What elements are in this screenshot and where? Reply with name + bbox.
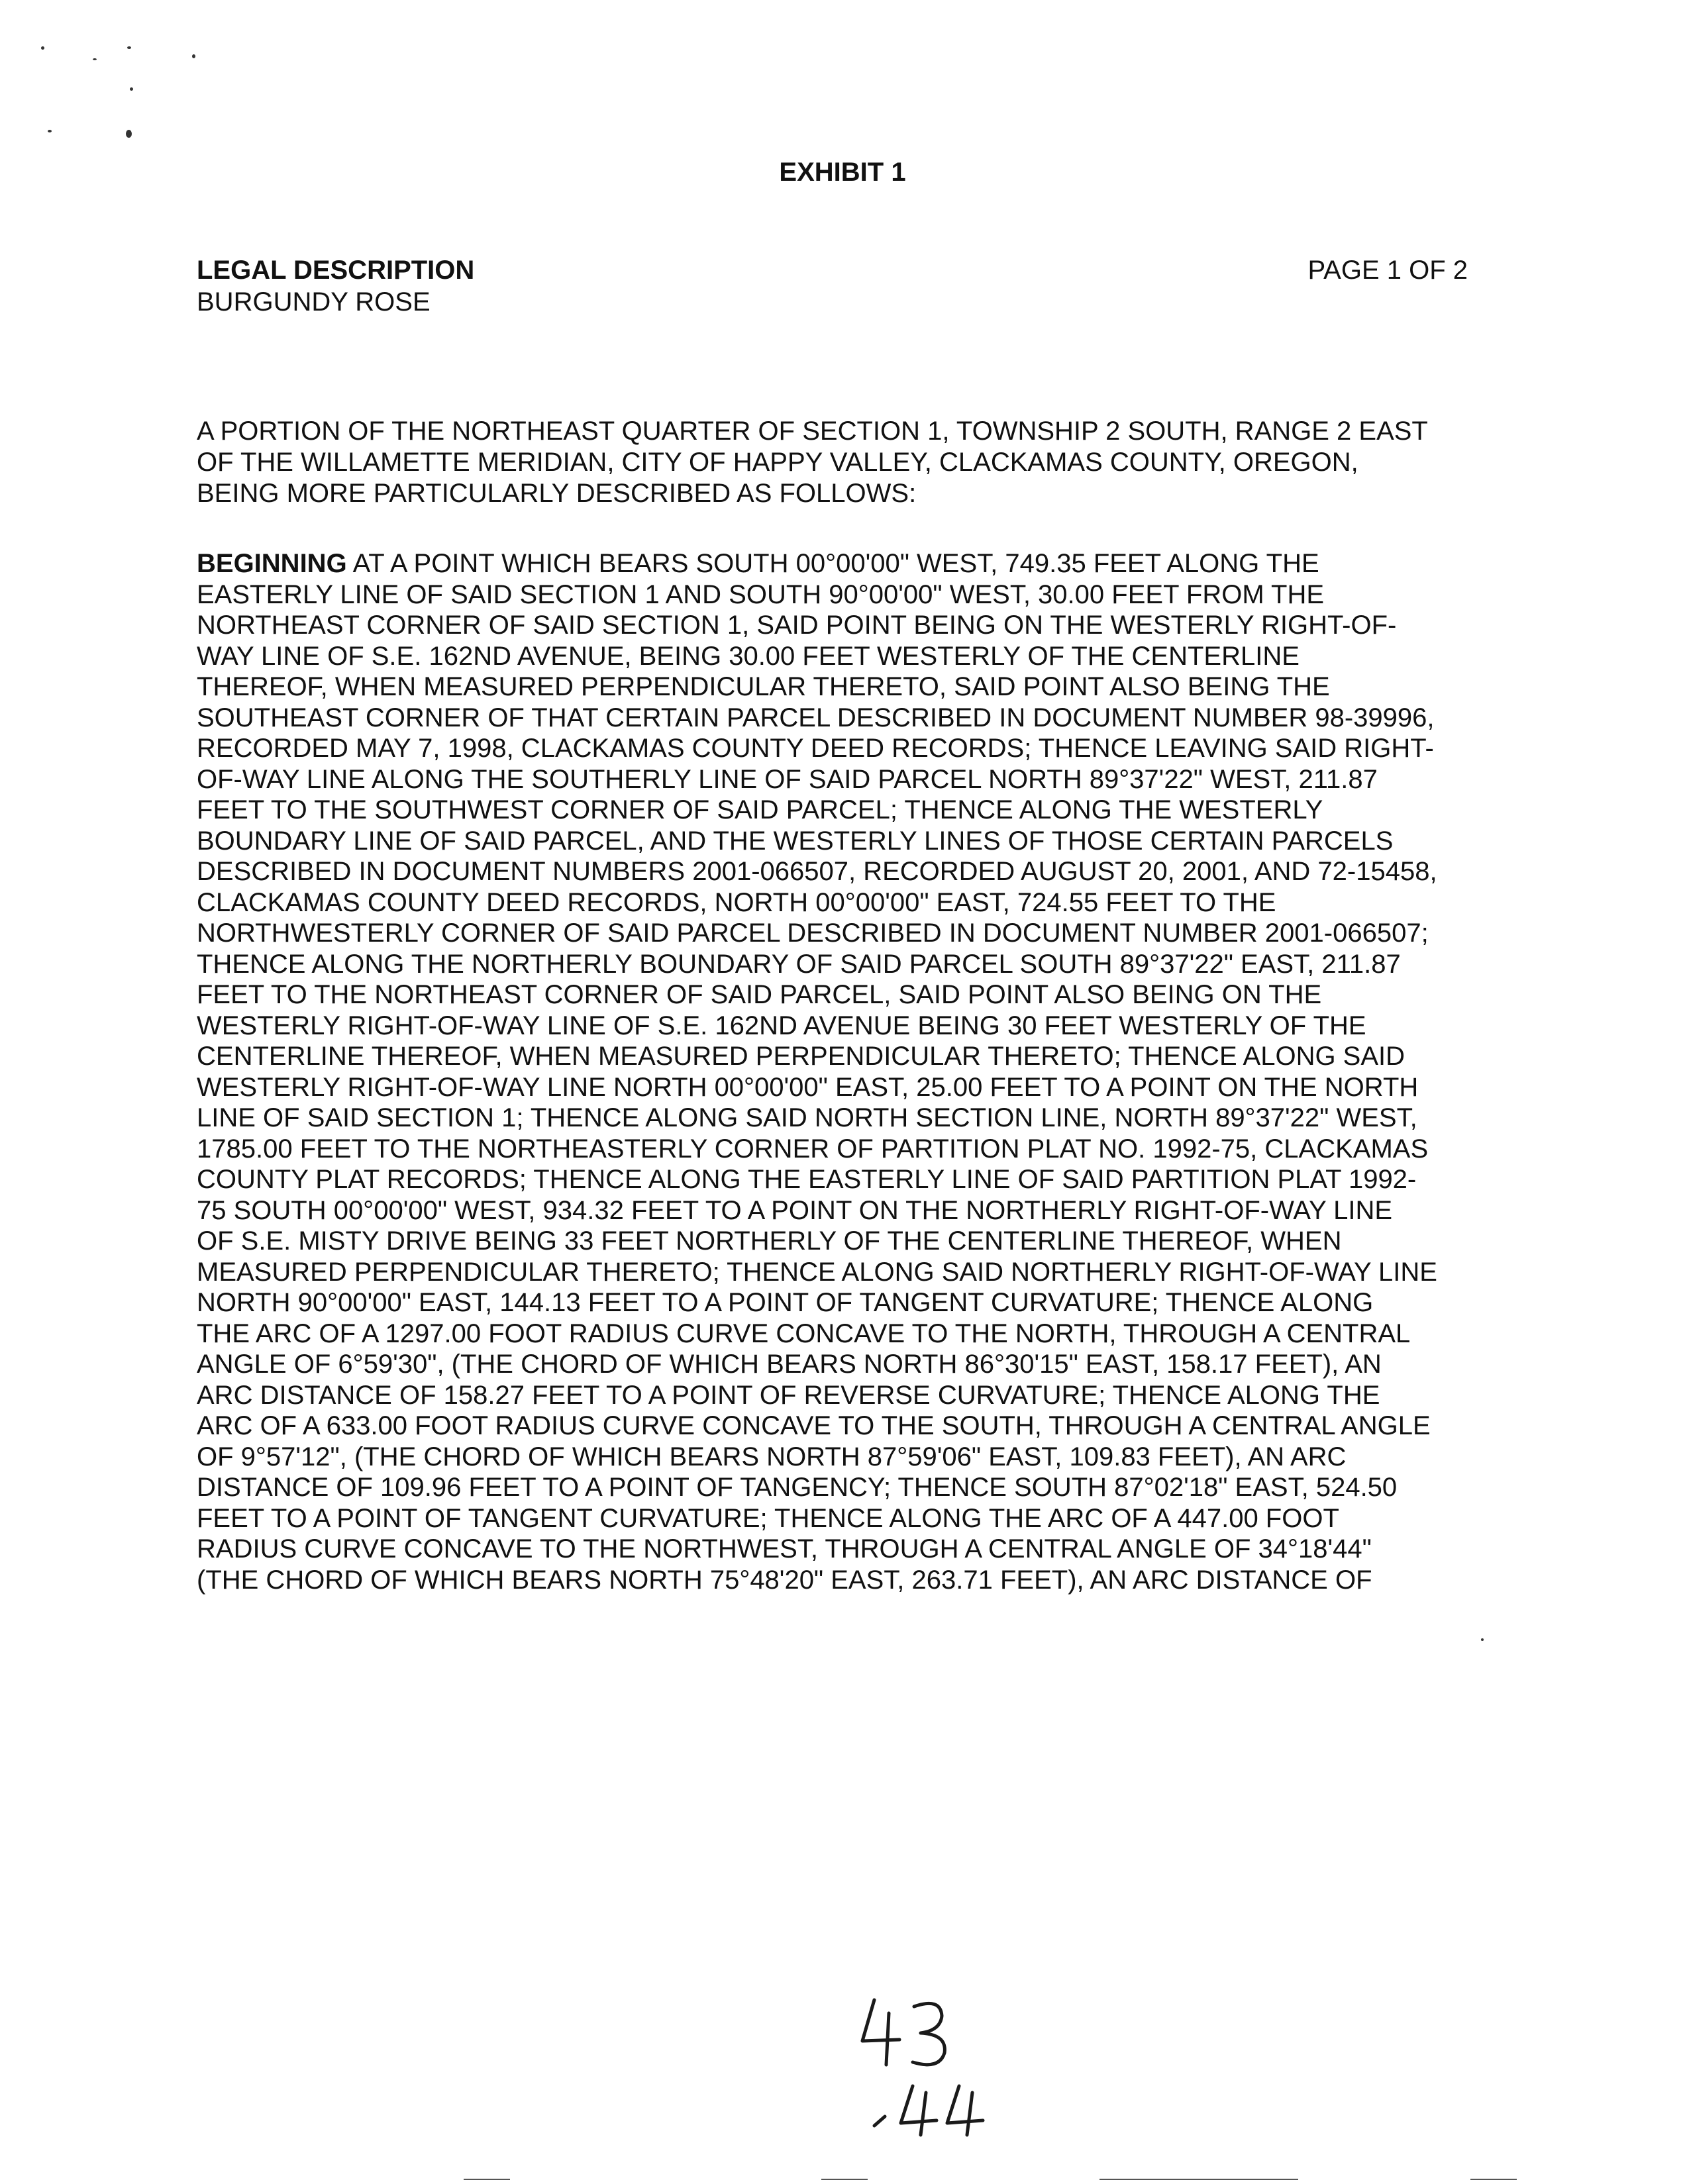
document-subject: BURGUNDY ROSE — [197, 287, 431, 317]
handwritten-digit — [886, 2013, 889, 2065]
intro-line: BEING MORE PARTICULARLY DESCRIBED AS FOLLOWS: — [197, 479, 917, 508]
body-line: SOUTHEAST CORNER OF THAT CERTAIN PARCEL DESCRIBED IN DOCUMENT NUMBER 98-39996, — [197, 703, 1435, 732]
body-line: DESCRIBED IN DOCUMENT NUMBERS 2001-066507, RECORDED AUGUST 20, 2001, AND 72-15458, — [197, 857, 1437, 886]
body-line: RECORDED MAY 7, 1998, CLACKAMAS COUNTY DEED RECORDS; THENCE LEAVING SAID RIGHT- — [197, 734, 1434, 763]
body-line: WESTERLY RIGHT-OF-WAY LINE NORTH 00°00'00" EAST, 25.00 FEET TO A POINT ON THE NORTH — [197, 1072, 1419, 1102]
scan-speck — [192, 54, 195, 58]
handwritten-digit — [921, 2093, 926, 2135]
body-line: EASTERLY LINE OF SAID SECTION 1 AND SOUTH 90°00'00" WEST, 30.00 FEET FROM THE — [197, 579, 1325, 609]
handwritten-digit — [967, 2093, 972, 2135]
body-line: OF 9°57'12", (THE CHORD OF WHICH BEARS NORTH 87°59'06" EAST, 109.83 FEET), AN ARC — [197, 1442, 1347, 1471]
body-line: FEET TO THE NORTHEAST CORNER OF SAID PARCEL, SAID POINT ALSO BEING ON THE — [197, 980, 1322, 1009]
scan-edge-mark — [821, 2179, 868, 2180]
body-line: COUNTY PLAT RECORDS; THENCE ALONG THE EASTERLY LINE OF SAID PARTITION PLAT 1992- — [197, 1165, 1417, 1194]
document-label: LEGAL DESCRIPTION — [197, 256, 475, 285]
scan-speck — [93, 58, 97, 60]
body-line: FEET TO THE SOUTHWEST CORNER OF SAID PARCEL; THENCE ALONG THE WESTERLY — [197, 795, 1323, 824]
handwritten-digit — [862, 2000, 899, 2041]
body-line: THENCE ALONG THE NORTHERLY BOUNDARY OF SAID PARCEL SOUTH 89°37'22" EAST, 211.87 — [197, 949, 1401, 979]
body-line: RADIUS CURVE CONCAVE TO THE NORTHWEST, THROUGH A CENTRAL ANGLE OF 34°18'44" — [197, 1534, 1372, 1564]
scan-speck — [130, 87, 133, 91]
scan-edge-mark — [1470, 2179, 1517, 2180]
handwritten-digit — [947, 2086, 983, 2123]
beginning-keyword: BEGINNING — [197, 549, 347, 578]
scan-edge-mark — [464, 2179, 510, 2180]
scan-speck — [127, 46, 131, 49]
scan-edge-mark — [1099, 2179, 1298, 2180]
body-line: NORTHEAST CORNER OF SAID SECTION 1, SAID POINT BEING ON THE WESTERLY RIGHT-OF- — [197, 611, 1397, 640]
body-line: WAY LINE OF S.E. 162ND AVENUE, BEING 30.00 FEET WESTERLY OF THE CENTERLINE — [197, 641, 1300, 671]
body-line: OF S.E. MISTY DRIVE BEING 33 FEET NORTHERLY OF THE CENTERLINE THEREOF, WHEN — [197, 1226, 1342, 1256]
scan-speck — [126, 130, 132, 138]
body-line: BOUNDARY LINE OF SAID PARCEL, AND THE WESTERLY LINES OF THOSE CERTAIN PARCELS — [197, 826, 1394, 856]
body-line: THEREOF, WHEN MEASURED PERPENDICULAR THERETO, SAID POINT ALSO BEING THE — [197, 672, 1330, 701]
body-line: FEET TO A POINT OF TANGENT CURVATURE; THENCE ALONG THE ARC OF A 447.00 FOOT — [197, 1503, 1339, 1533]
body-line: NORTH 90°00'00" EAST, 144.13 FEET TO A POINT OF TANGENT CURVATURE; THENCE ALONG — [197, 1288, 1374, 1317]
body-line: CENTERLINE THEREOF, WHEN MEASURED PERPENDICULAR THERETO; THENCE ALONG SAID — [197, 1042, 1405, 1071]
body-line: NORTHWESTERLY CORNER OF SAID PARCEL DESCRIBED IN DOCUMENT NUMBER 2001-066507; — [197, 918, 1429, 948]
scan-speck — [41, 46, 44, 50]
body-line: OF-WAY LINE ALONG THE SOUTHERLY LINE OF SAID PARCEL NORTH 89°37'22" WEST, 211.87 — [197, 764, 1378, 794]
body-line: THE ARC OF A 1297.00 FOOT RADIUS CURVE CONCAVE TO THE NORTH, THROUGH A CENTRAL — [197, 1318, 1411, 1348]
body-line: ANGLE OF 6°59'30", (THE CHORD OF WHICH BEARS NORTH 86°30'15" EAST, 158.17 FEET), AN — [197, 1350, 1382, 1379]
header-block — [197, 254, 474, 318]
body-line: DISTANCE OF 109.96 FEET TO A POINT OF TANGENCY; THENCE SOUTH 87°02'18" EAST, 524.50 — [197, 1473, 1398, 1502]
intro-paragraph — [197, 416, 1495, 509]
body-line: ARC DISTANCE OF 158.27 FEET TO A POINT OF REVERSE CURVATURE; THENCE ALONG THE — [197, 1380, 1380, 1410]
legal-description-paragraph — [197, 548, 1495, 1595]
body-first-line-text: AT A POINT WHICH BEARS SOUTH 00°00'00" WEST, 749.35 FEET ALONG THE — [346, 549, 1319, 578]
handwritten-page-number — [848, 1993, 1007, 2139]
intro-line: OF THE WILLAMETTE MERIDIAN, CITY OF HAPPY VALLEY, CLACKAMAS COUNTY, OREGON, — [197, 448, 1358, 477]
body-line — [197, 548, 1495, 579]
handwritten-digit — [913, 2003, 945, 2064]
body-line: 75 SOUTH 00°00'00" WEST, 934.32 FEET TO A POINT ON THE NORTHERLY RIGHT-OF-WAY LINE — [197, 1195, 1393, 1225]
scan-speck — [1481, 1638, 1484, 1641]
body-line: ARC OF A 633.00 FOOT RADIUS CURVE CONCAVE TO THE SOUTH, THROUGH A CENTRAL ANGLE — [197, 1411, 1431, 1440]
page-number: PAGE 1 OF 2 — [1307, 256, 1468, 285]
body-line: MEASURED PERPENDICULAR THERETO; THENCE ALONG SAID NORTHERLY RIGHT-OF-WAY LINE — [197, 1257, 1437, 1287]
body-line: CLACKAMAS COUNTY DEED RECORDS, NORTH 00°00'00" EAST, 724.55 FEET TO THE — [197, 887, 1276, 917]
body-line: 1785.00 FEET TO THE NORTHEASTERLY CORNER OF PARTITION PLAT NO. 1992-75, CLACKAMAS — [197, 1134, 1429, 1164]
body-line: (THE CHORD OF WHICH BEARS NORTH 75°48'20" EAST, 263.71 FEET), AN ARC DISTANCE OF — [197, 1565, 1372, 1595]
handwritten-slash — [874, 2116, 885, 2126]
scan-speck — [48, 130, 52, 132]
intro-line: A PORTION OF THE NORTHEAST QUARTER OF SECTION 1, TOWNSHIP 2 SOUTH, RANGE 2 EAST — [197, 417, 1428, 446]
body-line: WESTERLY RIGHT-OF-WAY LINE OF S.E. 162ND AVENUE BEING 30 FEET WESTERLY OF THE — [197, 1011, 1366, 1040]
handwritten-digit — [901, 2086, 937, 2123]
body-line: LINE OF SAID SECTION 1; THENCE ALONG SAID NORTH SECTION LINE, NORTH 89°37'22" WEST, — [197, 1103, 1417, 1132]
exhibit-title: EXHIBIT 1 — [779, 158, 906, 187]
